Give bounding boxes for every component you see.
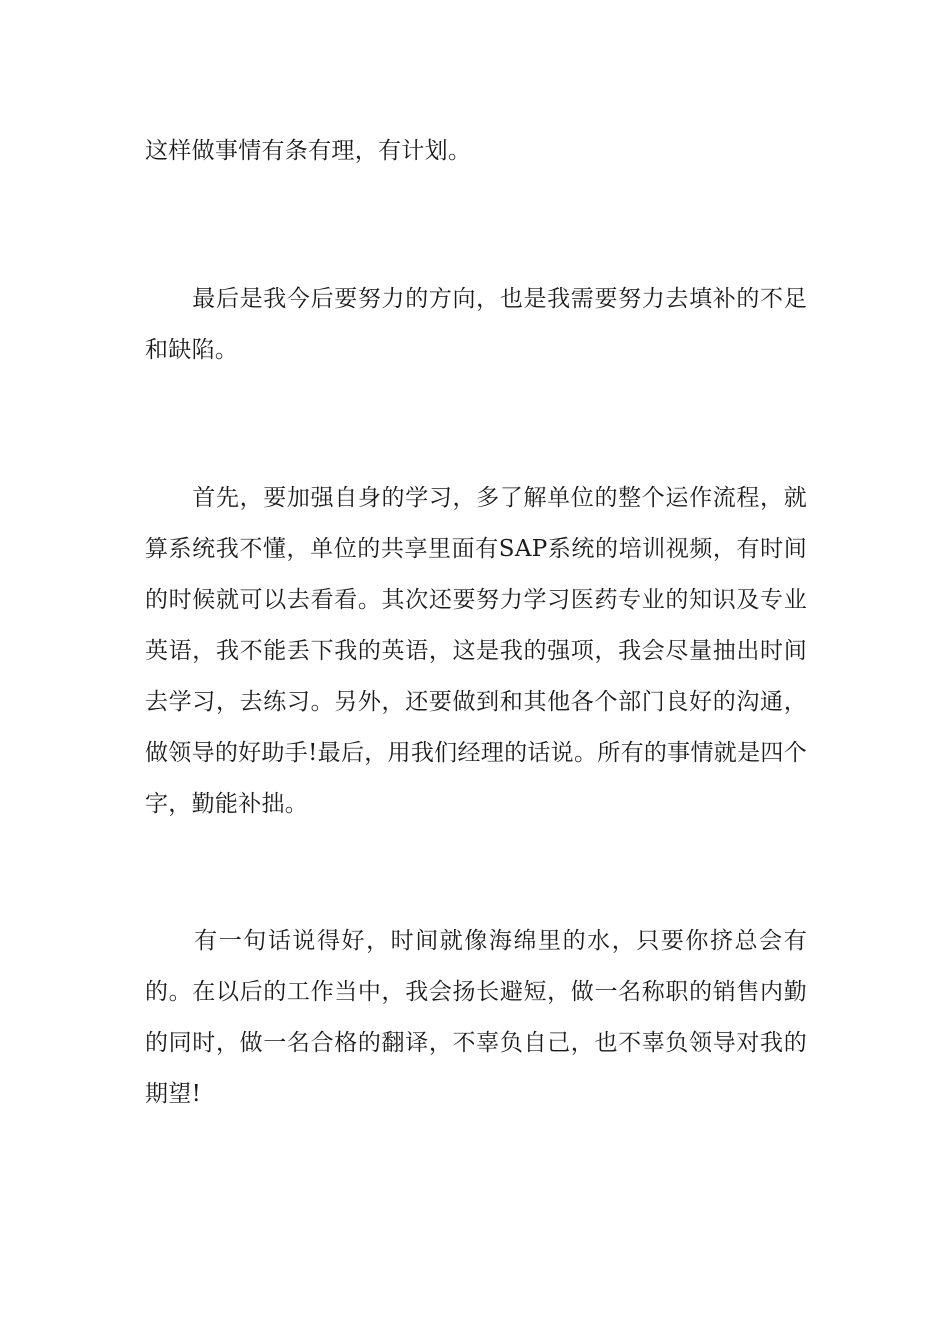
paragraph-4: 有一句话说得好，时间就像海绵里的水，只要你挤总会有的。在以后的工作当中，我会扬长避短，做一名称职的销售内勤的同时，做一名合格的翻译，不辜负自己，也不辜负领导对我的期望! [145,928,807,1107]
paragraph-1: 这样做事情有条有理，有计划。 [145,138,472,164]
paragraph-2: 最后是我今后要努力的方向，也是我需要努力去填补的不足和缺陷。 [145,286,807,363]
paragraph-3: 首先，要加强自身的学习，多了解单位的整个运作流程，就算系统我不懂，单位的共享里面有SAP系统的培训视频，有时间的时候就可以去看看。其次还要努力学习医药专业的知识及专业英语，我不能丢下我的英语，这是我的强项，我会尽量抽出时间去学习，去练习。另外，还要做到和其他各个部门良好的沟通，做领导的好助手!最后，用我们经理的话说。所有的事情就是四个字，勤能补拙。 [145,485,807,817]
